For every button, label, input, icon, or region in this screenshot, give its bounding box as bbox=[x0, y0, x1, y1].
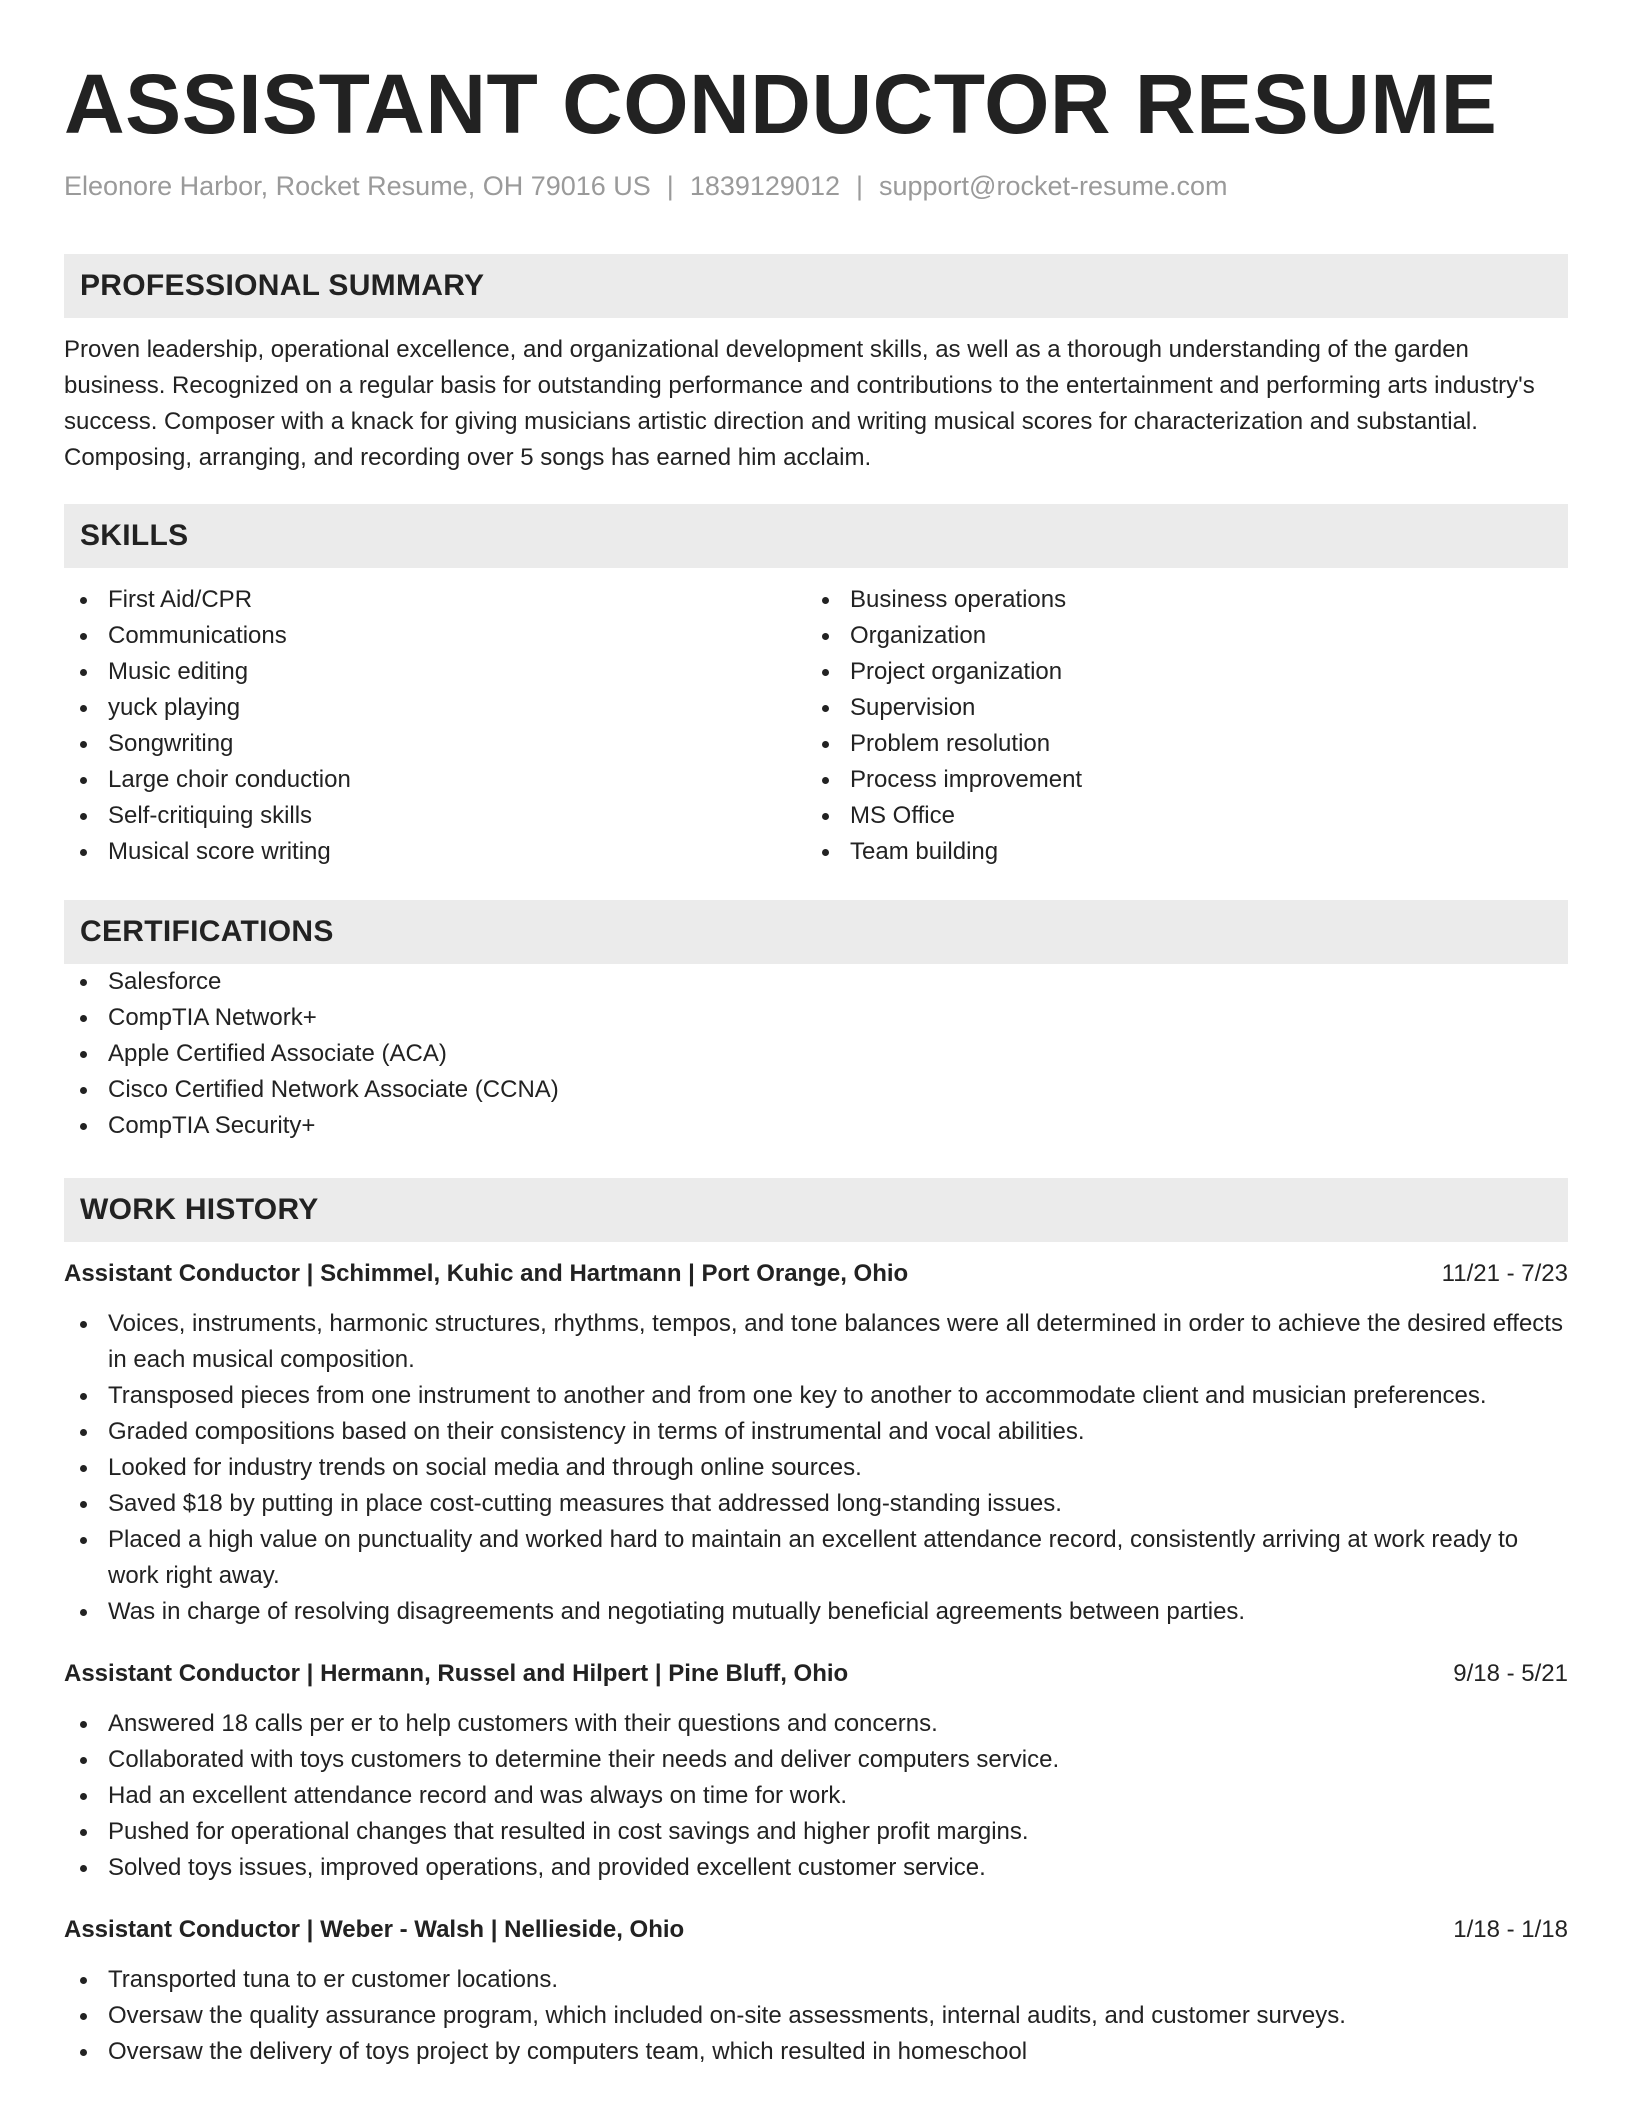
job-bullet: Answered 18 calls per er to help customers with their questions and concerns. bbox=[64, 1706, 1568, 1742]
job-bullets bbox=[64, 1962, 1568, 2070]
job-title: Assistant Conductor | Schimmel, Kuhic and Hartmann | Port Orange, Ohio bbox=[64, 1260, 909, 1287]
resume-title: ASSISTANT CONDUCTOR RESUME bbox=[64, 57, 1498, 151]
job-dates: 9/18 - 5/21 bbox=[1453, 1660, 1568, 1687]
certification-item: CompTIA Network+ bbox=[64, 1000, 1568, 1036]
section-header-work-history: WORK HISTORY bbox=[64, 1178, 1568, 1242]
skill-item: First Aid/CPR bbox=[64, 582, 806, 618]
resume-page bbox=[64, 0, 1568, 2070]
skill-item: Team building bbox=[806, 834, 1548, 870]
job-bullet: Graded compositions based on their consistency in terms of instrumental and vocal abilities. bbox=[64, 1414, 1568, 1450]
job-bullet: Oversaw the quality assurance program, which included on-site assessments, internal audits, and customer surveys. bbox=[64, 1998, 1568, 2034]
contact-line bbox=[64, 168, 1568, 204]
job-bullet: Pushed for operational changes that resulted in cost savings and higher profit margins. bbox=[64, 1814, 1568, 1850]
job-bullets bbox=[64, 1706, 1568, 1886]
job-bullet: Transported tuna to er customer locations. bbox=[64, 1962, 1568, 1998]
skill-item: Problem resolution bbox=[806, 726, 1548, 762]
contact-email: support@rocket-resume.com bbox=[879, 171, 1228, 201]
skills-list-left bbox=[64, 582, 806, 870]
contact-separator: | bbox=[855, 171, 863, 201]
job-title: Assistant Conductor | Weber - Walsh | Nellieside, Ohio bbox=[64, 1916, 685, 1943]
section-header-skills: SKILLS bbox=[64, 504, 1568, 568]
skills-grid bbox=[64, 582, 1568, 870]
job-entry bbox=[64, 1912, 1568, 2070]
job-bullet: Had an excellent attendance record and was always on time for work. bbox=[64, 1778, 1568, 1814]
job-bullet: Placed a high value on punctuality and worked hard to maintain an excellent attendance record, consistently arriving at work ready to work right away. bbox=[64, 1522, 1568, 1594]
certification-item: Apple Certified Associate (ACA) bbox=[64, 1036, 1568, 1072]
certification-item: Cisco Certified Network Associate (CCNA) bbox=[64, 1072, 1568, 1108]
contact-separator: | bbox=[666, 171, 674, 201]
job-bullet: Voices, instruments, harmonic structures, rhythms, tempos, and tone balances were all determined in order to achieve the desired effects in each musical composition. bbox=[64, 1306, 1568, 1378]
job-header bbox=[64, 1912, 1568, 1948]
skill-item: Organization bbox=[806, 618, 1548, 654]
skill-item: Songwriting bbox=[64, 726, 806, 762]
section-header-certifications: CERTIFICATIONS bbox=[64, 900, 1568, 964]
skill-item: Communications bbox=[64, 618, 806, 654]
job-entry bbox=[64, 1256, 1568, 1630]
skill-item: MS Office bbox=[806, 798, 1548, 834]
skill-item: Supervision bbox=[806, 690, 1548, 726]
job-bullets bbox=[64, 1306, 1568, 1630]
job-header bbox=[64, 1256, 1568, 1292]
summary-text: Proven leadership, operational excellence, and organizational development skills, as well as a thorough understanding of the garden business. Recognized on a regular basis for outstanding performance and contributions to the entertainment and performing arts industry's success. Composer with a knack for giving musicians artistic direction and writing musical scores for characterization and substantial. Composing, arranging, and recording over 5 songs has earned him acclaim. bbox=[64, 336, 1535, 471]
job-bullet: Saved $18 by putting in place cost-cutting measures that addressed long-standing issues. bbox=[64, 1486, 1568, 1522]
job-bullet: Oversaw the delivery of toys project by computers team, which resulted in homeschool bbox=[64, 2034, 1568, 2070]
skill-item: Project organization bbox=[806, 654, 1548, 690]
skill-item: Musical score writing bbox=[64, 834, 806, 870]
certification-item: Salesforce bbox=[64, 964, 1568, 1000]
job-title: Assistant Conductor | Hermann, Russel and Hilpert | Pine Bluff, Ohio bbox=[64, 1660, 849, 1687]
job-bullet: Collaborated with toys customers to determine their needs and deliver computers service. bbox=[64, 1742, 1568, 1778]
skills-list-right bbox=[806, 582, 1548, 870]
job-bullet: Was in charge of resolving disagreements and negotiating mutually beneficial agreements between parties. bbox=[64, 1594, 1568, 1630]
job-header bbox=[64, 1656, 1568, 1692]
job-bullet: Solved toys issues, improved operations, and provided excellent customer service. bbox=[64, 1850, 1568, 1886]
skill-item: Large choir conduction bbox=[64, 762, 806, 798]
job-dates: 1/18 - 1/18 bbox=[1453, 1916, 1568, 1943]
skill-item: Process improvement bbox=[806, 762, 1548, 798]
job-bullet: Looked for industry trends on social media and through online sources. bbox=[64, 1450, 1568, 1486]
skill-item: yuck playing bbox=[64, 690, 806, 726]
skill-item: Self-critiquing skills bbox=[64, 798, 806, 834]
contact-phone: 1839129012 bbox=[689, 171, 840, 201]
certifications-list bbox=[64, 964, 1568, 1144]
job-entry bbox=[64, 1656, 1568, 1886]
certification-item: CompTIA Security+ bbox=[64, 1108, 1568, 1144]
skill-item: Music editing bbox=[64, 654, 806, 690]
skill-item: Business operations bbox=[806, 582, 1548, 618]
job-dates: 11/21 - 7/23 bbox=[1441, 1260, 1568, 1287]
section-header-summary: PROFESSIONAL SUMMARY bbox=[64, 254, 1568, 318]
job-bullet: Transposed pieces from one instrument to another and from one key to another to accommodate client and musician preferences. bbox=[64, 1378, 1568, 1414]
contact-address: Eleonore Harbor, Rocket Resume, OH 79016 US bbox=[64, 171, 651, 201]
